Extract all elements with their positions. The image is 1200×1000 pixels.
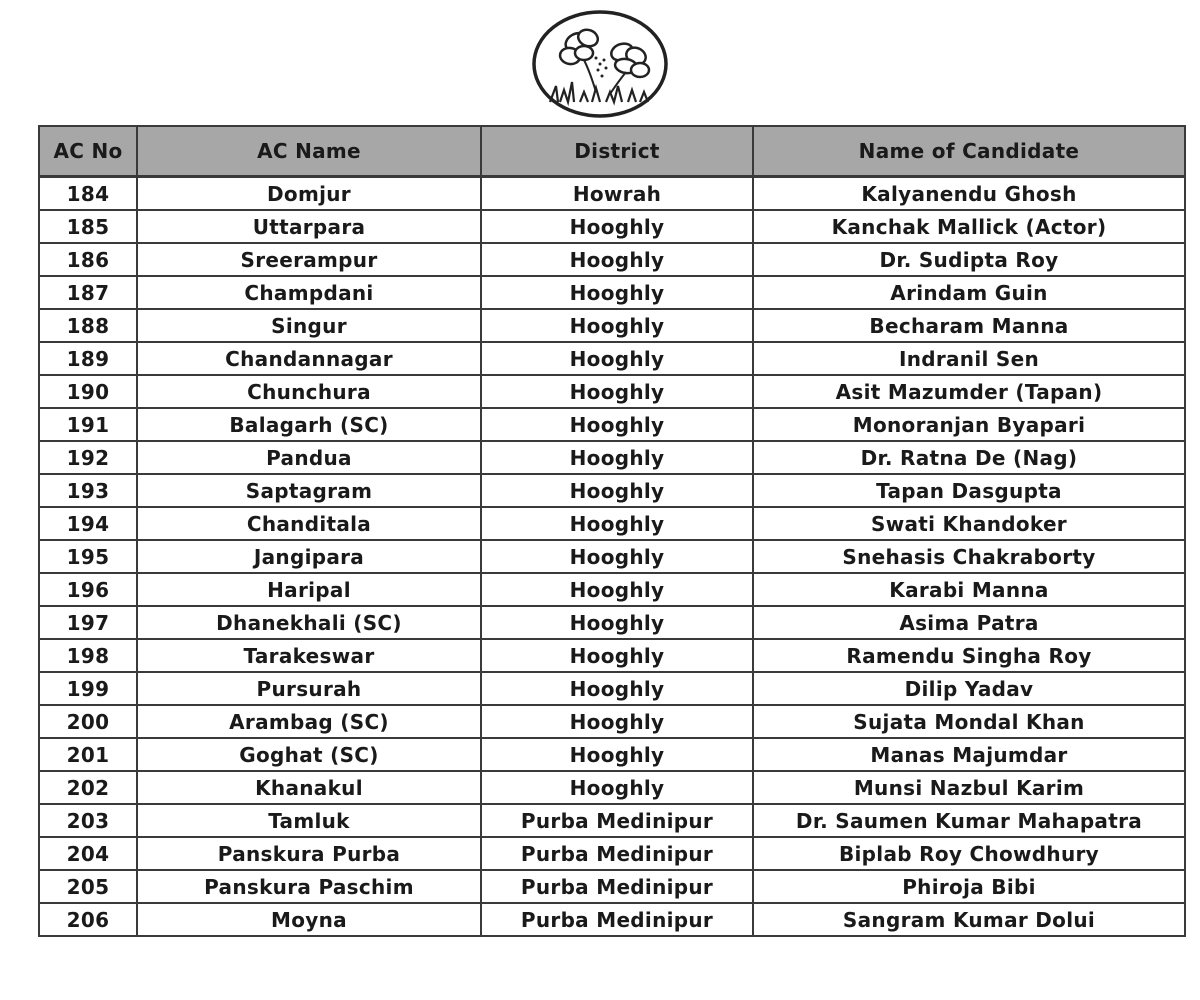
table-row (39, 210, 1185, 243)
cell-ac-name: Uttarpara (137, 210, 481, 243)
cell-ac-name: Pandua (137, 441, 481, 474)
table-row (39, 276, 1185, 309)
cell-district: Hooghly (481, 243, 753, 276)
cell-ac-no: 192 (39, 441, 137, 474)
cell-ac-name: Chunchura (137, 375, 481, 408)
cell-ac-no: 184 (39, 177, 137, 211)
cell-candidate: Kanchak Mallick (Actor) (753, 210, 1185, 243)
cell-ac-no: 193 (39, 474, 137, 507)
cell-district: Hooghly (481, 606, 753, 639)
cell-candidate: Sangram Kumar Dolui (753, 903, 1185, 936)
cell-candidate: Becharam Manna (753, 309, 1185, 342)
table-row (39, 837, 1185, 870)
table-row (39, 903, 1185, 936)
cell-ac-name: Saptagram (137, 474, 481, 507)
cell-candidate: Asit Mazumder (Tapan) (753, 375, 1185, 408)
table-row (39, 507, 1185, 540)
cell-ac-no: 185 (39, 210, 137, 243)
table-row (39, 474, 1185, 507)
cell-ac-name: Pursurah (137, 672, 481, 705)
cell-ac-name: Khanakul (137, 771, 481, 804)
cell-district: Hooghly (481, 573, 753, 606)
cell-ac-name: Moyna (137, 903, 481, 936)
cell-candidate: Munsi Nazbul Karim (753, 771, 1185, 804)
cell-ac-no: 186 (39, 243, 137, 276)
table-row (39, 177, 1185, 211)
table-body (39, 177, 1185, 937)
cell-district: Hooghly (481, 408, 753, 441)
cell-candidate: Phiroja Bibi (753, 870, 1185, 903)
header-district: District (481, 126, 753, 177)
cell-ac-no: 198 (39, 639, 137, 672)
cell-ac-no: 201 (39, 738, 137, 771)
cell-district: Hooghly (481, 441, 753, 474)
cell-ac-name: Tamluk (137, 804, 481, 837)
header-ac-no: AC No (39, 126, 137, 177)
cell-candidate: Karabi Manna (753, 573, 1185, 606)
cell-candidate: Tapan Dasgupta (753, 474, 1185, 507)
table-row (39, 771, 1185, 804)
table-header-row (39, 126, 1185, 177)
twin-flowers-grass-logo-icon (530, 8, 670, 120)
cell-ac-no: 191 (39, 408, 137, 441)
cell-candidate: Sujata Mondal Khan (753, 705, 1185, 738)
cell-district: Hooghly (481, 738, 753, 771)
cell-candidate: Indranil Sen (753, 342, 1185, 375)
cell-candidate: Asima Patra (753, 606, 1185, 639)
cell-candidate: Dilip Yadav (753, 672, 1185, 705)
cell-candidate: Arindam Guin (753, 276, 1185, 309)
table-row (39, 870, 1185, 903)
cell-candidate: Ramendu Singha Roy (753, 639, 1185, 672)
cell-ac-name: Jangipara (137, 540, 481, 573)
cell-district: Hooghly (481, 210, 753, 243)
cell-candidate: Dr. Ratna De (Nag) (753, 441, 1185, 474)
cell-ac-no: 202 (39, 771, 137, 804)
table-row (39, 540, 1185, 573)
cell-district: Hooghly (481, 672, 753, 705)
table-row (39, 408, 1185, 441)
table-row (39, 309, 1185, 342)
table-row (39, 738, 1185, 771)
table-row (39, 672, 1185, 705)
cell-district: Hooghly (481, 309, 753, 342)
cell-district: Hooghly (481, 276, 753, 309)
table-row (39, 639, 1185, 672)
cell-candidate: Dr. Saumen Kumar Mahapatra (753, 804, 1185, 837)
cell-candidate: Manas Majumdar (753, 738, 1185, 771)
cell-district: Hooghly (481, 639, 753, 672)
cell-ac-name: Panskura Purba (137, 837, 481, 870)
cell-district: Hooghly (481, 705, 753, 738)
cell-ac-no: 194 (39, 507, 137, 540)
table-row (39, 441, 1185, 474)
cell-ac-name: Balagarh (SC) (137, 408, 481, 441)
table-row (39, 804, 1185, 837)
cell-candidate: Dr. Sudipta Roy (753, 243, 1185, 276)
cell-district: Purba Medinipur (481, 804, 753, 837)
header-candidate: Name of Candidate (753, 126, 1185, 177)
table-row (39, 606, 1185, 639)
cell-ac-name: Panskura Paschim (137, 870, 481, 903)
cell-ac-name: Chandannagar (137, 342, 481, 375)
cell-ac-name: Chanditala (137, 507, 481, 540)
cell-ac-no: 195 (39, 540, 137, 573)
cell-ac-name: Tarakeswar (137, 639, 481, 672)
cell-ac-no: 199 (39, 672, 137, 705)
cell-ac-name: Singur (137, 309, 481, 342)
cell-district: Howrah (481, 177, 753, 211)
cell-district: Hooghly (481, 507, 753, 540)
cell-candidate: Swati Khandoker (753, 507, 1185, 540)
cell-ac-name: Arambag (SC) (137, 705, 481, 738)
cell-district: Hooghly (481, 771, 753, 804)
cell-candidate: Kalyanendu Ghosh (753, 177, 1185, 211)
cell-district: Hooghly (481, 375, 753, 408)
cell-district: Hooghly (481, 474, 753, 507)
table-row (39, 573, 1185, 606)
party-logo (530, 8, 670, 120)
cell-ac-name: Haripal (137, 573, 481, 606)
cell-district: Purba Medinipur (481, 870, 753, 903)
table-row (39, 243, 1185, 276)
cell-ac-no: 196 (39, 573, 137, 606)
table-row (39, 375, 1185, 408)
table-row (39, 342, 1185, 375)
cell-candidate: Monoranjan Byapari (753, 408, 1185, 441)
cell-ac-no: 200 (39, 705, 137, 738)
cell-district: Purba Medinipur (481, 903, 753, 936)
cell-ac-name: Sreerampur (137, 243, 481, 276)
cell-candidate: Biplab Roy Chowdhury (753, 837, 1185, 870)
cell-ac-name: Dhanekhali (SC) (137, 606, 481, 639)
cell-ac-name: Domjur (137, 177, 481, 211)
cell-district: Hooghly (481, 540, 753, 573)
header-ac-name: AC Name (137, 126, 481, 177)
cell-ac-no: 190 (39, 375, 137, 408)
cell-ac-no: 187 (39, 276, 137, 309)
cell-ac-no: 205 (39, 870, 137, 903)
cell-ac-no: 189 (39, 342, 137, 375)
cell-candidate: Snehasis Chakraborty (753, 540, 1185, 573)
cell-ac-no: 188 (39, 309, 137, 342)
cell-ac-name: Champdani (137, 276, 481, 309)
cell-ac-name: Goghat (SC) (137, 738, 481, 771)
cell-ac-no: 204 (39, 837, 137, 870)
cell-ac-no: 206 (39, 903, 137, 936)
cell-district: Hooghly (481, 342, 753, 375)
cell-ac-no: 197 (39, 606, 137, 639)
candidate-list-table (38, 125, 1186, 937)
cell-district: Purba Medinipur (481, 837, 753, 870)
cell-ac-no: 203 (39, 804, 137, 837)
table-row (39, 705, 1185, 738)
